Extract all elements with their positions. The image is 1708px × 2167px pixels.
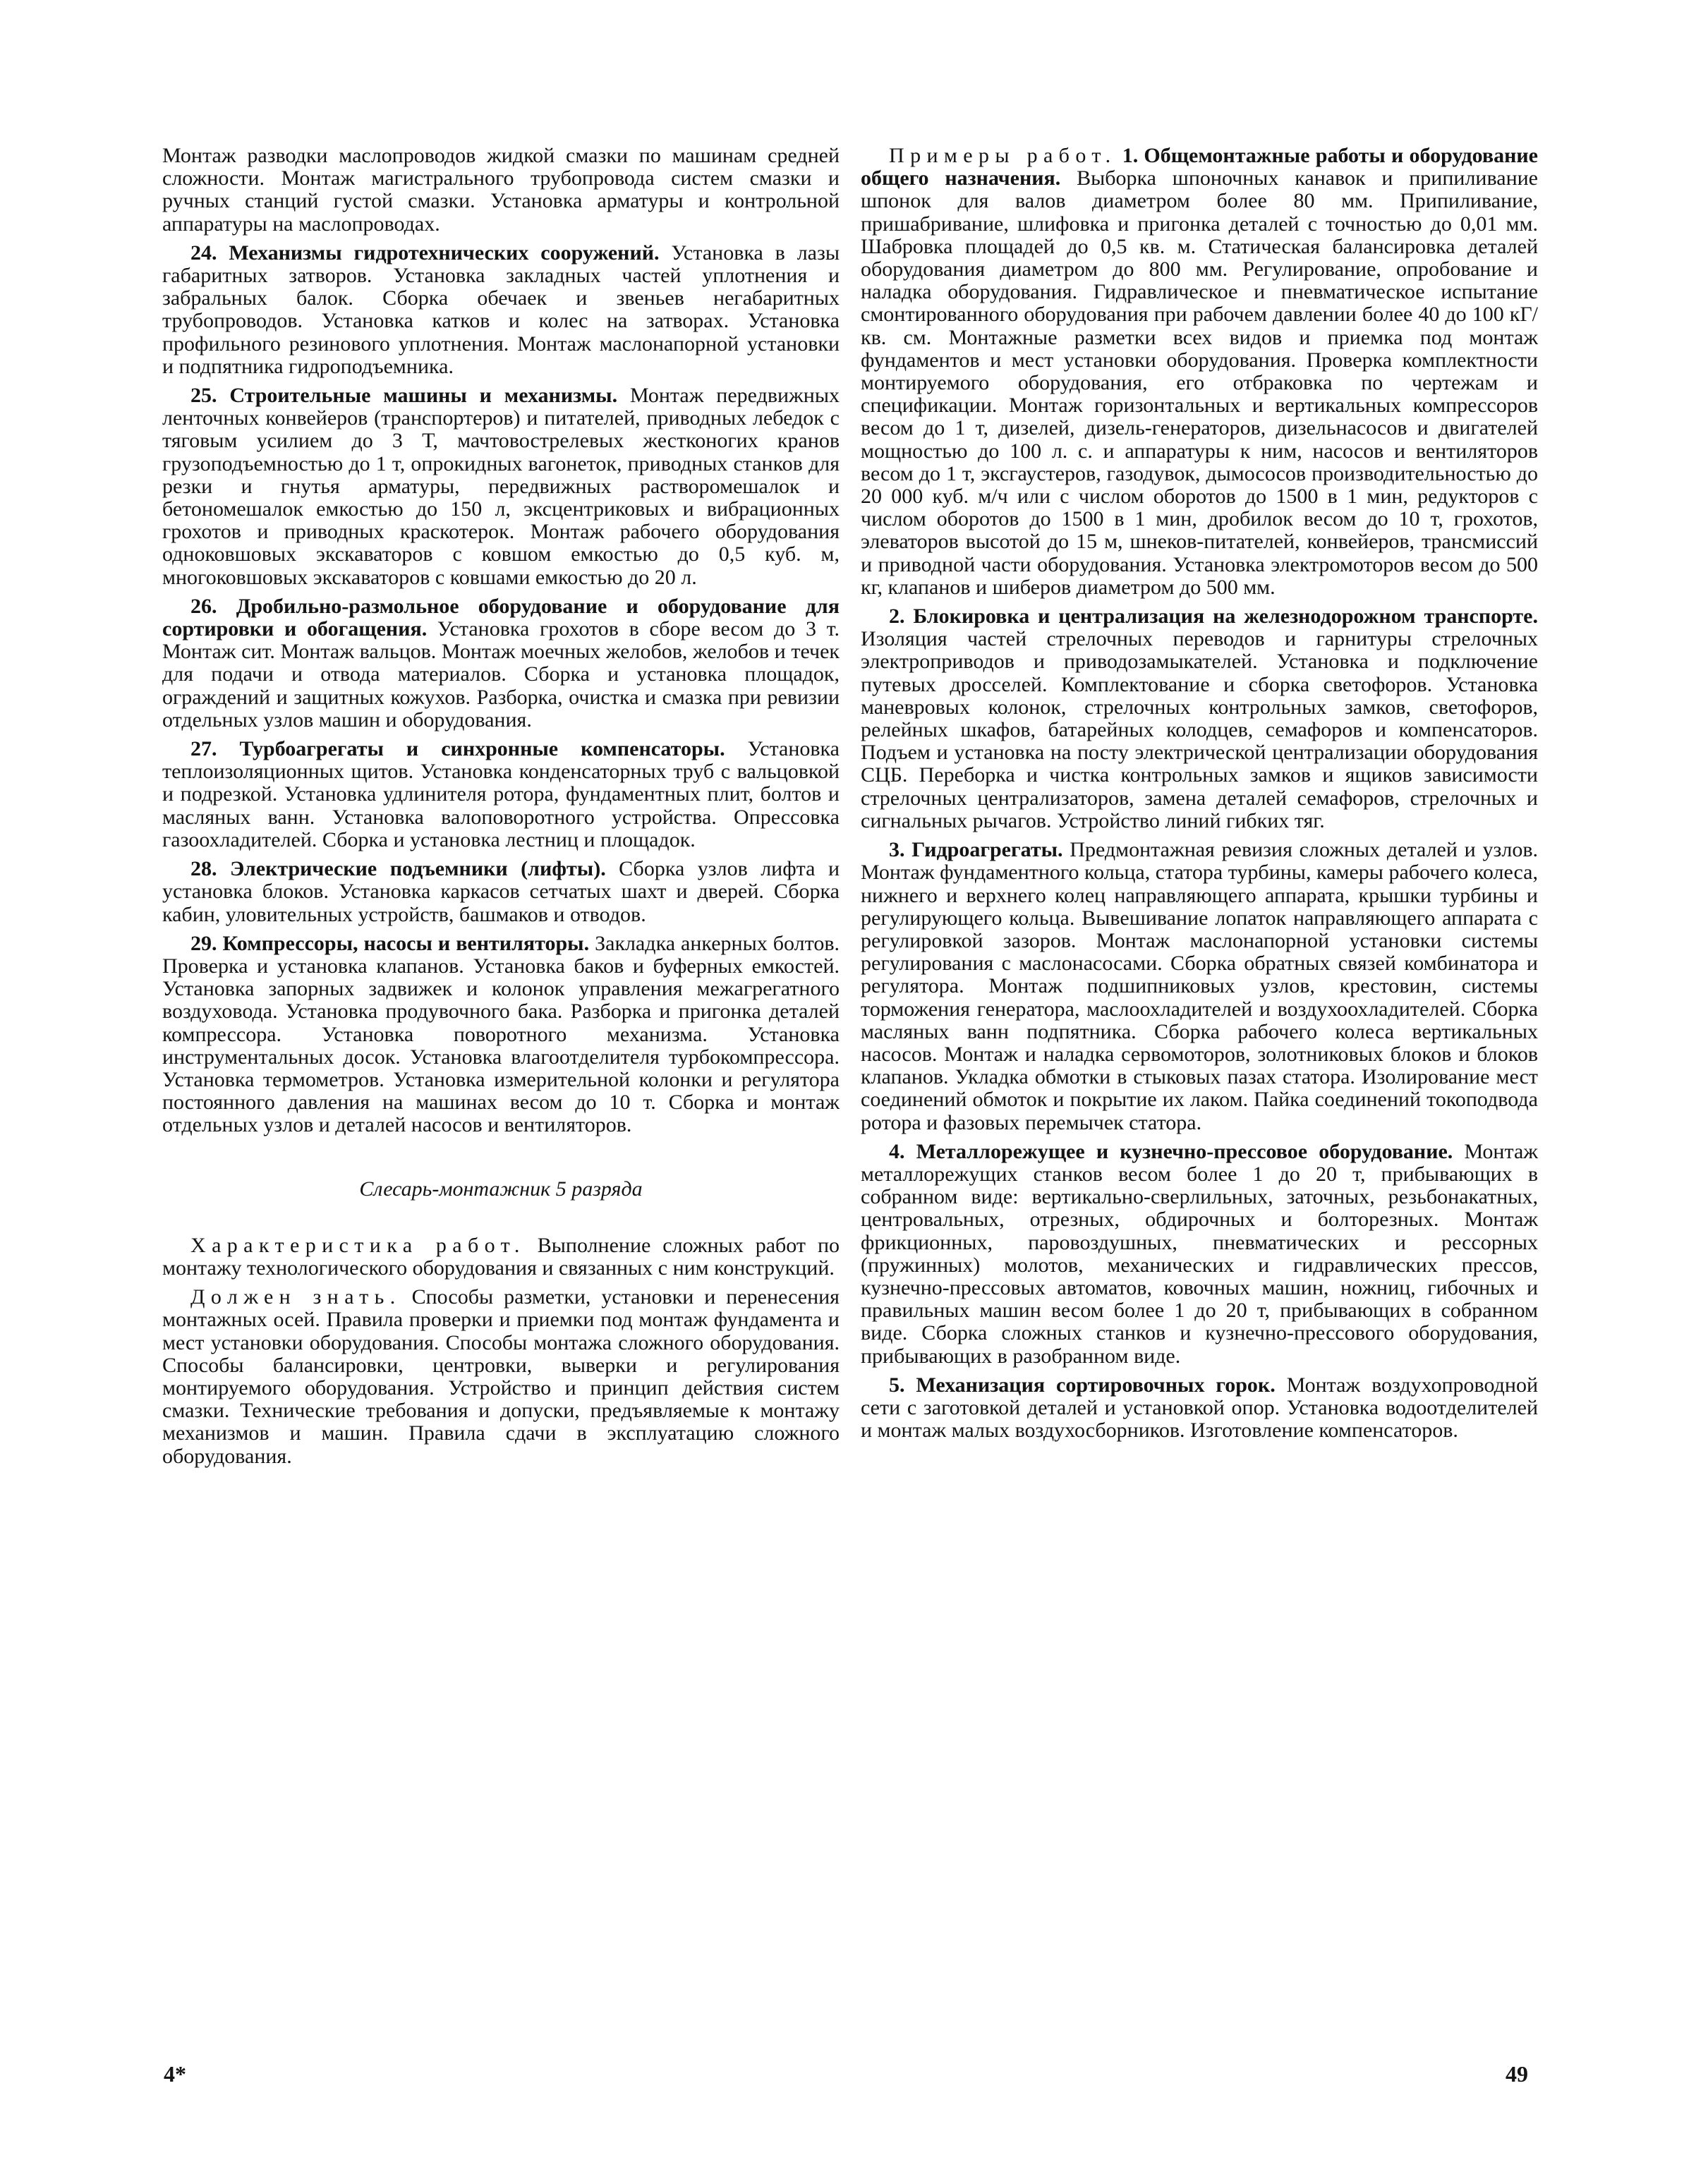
example-5-paragraph — [861, 1374, 1538, 1443]
item-26-text: Установка грохотов в сборе весом до 3 т. Монтаж сит. Монтаж вальцов. Монтаж моечных желобов, желобов и течек для подачи и отвода материалов. Сборка и установка площадок, ограждений и защитных кожухов. Разборка, очистка и смазка при ревизии отдельных узлов машин и оборудования. — [162, 617, 840, 732]
characteristic-label: Характеристика работ. — [190, 1233, 526, 1257]
left-column — [162, 145, 840, 1474]
item-28-title: 28. Электрические подъемники (лифты). — [190, 857, 606, 881]
characteristic-text: Выполнение сложных работ по монтажу технологического оборудования и связанных с ним конструкций. — [162, 1233, 840, 1280]
example-5-title: 5. Механизация сортировочных горок. — [889, 1373, 1276, 1397]
example-2-paragraph — [861, 605, 1538, 832]
must-know-label: Должен знать. — [190, 1285, 401, 1309]
item-27-title: 27. Турбоагрегаты и синхронные компенсаторы. — [190, 737, 725, 761]
section-heading: Слесарь-монтажник 5 разряда — [359, 1177, 643, 1201]
item-24-text: Установка в лазы габаритных затворов. Установка закладных частей уплотнения и забральных балок. Сборка обечаек и звеньев негабаритных трубопроводов. Установка катков и колес на затворах. Установка профильного резинового уплотнения. Монтаж маслонапорной установки и подпятника гидроподъемника. — [162, 241, 840, 378]
item-25-text: Монтаж передвижных ленточных конвейеров (транспортеров) и питателей, приводных лебедок с тяговым усилием до 3 Т, мачтовострелевых жестконогих кранов грузоподъемностью до 1 т, опрокидных вагонеток, приводных станков для резки и гнутья арматуры, передвижных растворомешалок и бетономешалок емкостью до 150 л, эксцентриковых и вибрационных грохотов и приводных краскотерок. Монтаж рабочего оборудования одноковшовых экскаваторов с ковшом емкостью до 0,5 куб. м, многоковшовых экскаваторов с ковшами емкостью до 20 л. — [162, 384, 840, 589]
characteristic-paragraph — [162, 1234, 840, 1280]
item-25-paragraph — [162, 384, 840, 589]
example-5-text: Монтаж воздухопроводной сети с заготовкой деталей и установкой опор. Установка водоотделителей и монтаж малых воздухосборников. Изготовление компенсаторов. — [861, 1373, 1538, 1443]
example-1-title: 1. Общемонтажные работы и оборудование общего назначения. — [861, 144, 1538, 190]
right-column — [861, 145, 1538, 1448]
must-know-paragraph — [162, 1286, 840, 1468]
example-1-paragraph — [861, 145, 1538, 599]
item-26-title: 26. Дробильно-размольное оборудование и оборудование для сортировки и обогащения. — [162, 594, 840, 641]
item-29-text: Закладка анкерных болтов. Проверка и установка клапанов. Установка баков и буферных емкостей. Установка запорных задвижек и колонок управления межагрегатного воздуховода. Установка продувочного бака. Разборка и пригонка деталей компрессора. Установка поворотного механизма. Установка инструментальных досок. Установка влагоотделителя турбокомпрессора. Установка термометров. Установка измерительной колонки и регулятора постоянного давления на машинах весом до 10 т. Сборка и монтаж отдельных узлов и деталей насосов и вентиляторов. — [162, 931, 840, 1137]
item-28-text: Сборка узлов лифта и установка блоков. Установка каркасов сетчатых шахт и дверей. Сборка кабин, уловительных устройств, башмаков и отводов. — [162, 857, 840, 926]
example-4-text: Монтаж металлорежущих станков весом более 1 до 20 т, прибывающих в собранном виде: вертикально-сверлильных, заточных, резьбонакатных, центровальных, отрезных, обдирочных и болторезных. Монтаж фрикционных, паровоздушных, пневматических и рессорных (пружинных) молотов, механических и гидравлических прессов, кузнечно-прессовых автоматов, ковочных машин, ножниц, гибочных и правильных машин весом более 1 до 20 т, прибывающих в собранном виде. Сборка сложных станков и кузнечно-прессового оборудования, прибывающих в разобранном виде. — [861, 1139, 1538, 1368]
item-27-text: Установка теплоизоляционных щитов. Установка конденсаторных труб с вальцовкой и подрезкой. Установка удлинителя ротора, фундаментных плит, болтов и масляных ванн. Установка валоповоротного устройства. Опрессовка газоохладителей. Сборка и установка лестниц и площадок. — [162, 737, 840, 851]
item-24-paragraph — [162, 242, 840, 378]
example-2-title: 2. Блокировка и централизация на железнодорожном транспорте. — [889, 605, 1538, 629]
item-26-paragraph — [162, 595, 840, 732]
example-4-title: 4. Металлорежущее и кузнечно-прессовое оборудование. — [889, 1139, 1453, 1163]
examples-label: Примеры работ. — [889, 144, 1117, 167]
item-29-title: 29. Компрессоры, насосы и вентиляторы. — [190, 931, 590, 955]
left-intro-paragraph: Монтаж разводки маслопроводов жидкой смазки по машинам средней сложности. Монтаж магистрального трубопровода систем смазки и ручных станций густой смазки. Установка арматуры и контрольной аппаратуры на маслопроводах. — [162, 144, 840, 236]
signature-mark: 4* — [164, 2061, 186, 2087]
item-28-paragraph — [162, 858, 840, 926]
must-know-text: Способы разметки, установки и перенесения монтажных осей. Правила проверки и приемки под монтаж фундамента и мест установки оборудования. Способы монтажа сложного оборудования. Способы балансировки, центровки, выверки и регулирования монтируемого оборудования. Устройство и принцип действия систем смазки. Технические требования и допуски, предъявляемые к монтажу механизмов и машин. Правила сдачи в эксплуатацию сложного оборудования. — [162, 1285, 840, 1468]
example-2-text: Изоляция частей стрелочных переводов и гарнитуры стрелочных электроприводов и приводозамыкателей. Установка и подключение путевых дросселей. Комплектование и сборка светофоров. Установка маневровых колонок, стрелочных контрольных замков, светофоров, релейных шкафов, батарейных колодцев, семафоров и компенсаторов. Подъем и установка на посту электрической централизации оборудования СЦБ. Переборка и чистка контрольных замков и ящиков зависимости стрелочных централизаторов, замена деталей семафоров, стрелочных и сигнальных рычагов. Устройство линий гибких тяг. — [861, 627, 1538, 832]
page-number: 49 — [1506, 2061, 1528, 2087]
item-25-title: 25. Строительные машины и механизмы. — [190, 384, 618, 408]
item-29-paragraph — [162, 933, 840, 1137]
example-4-paragraph — [861, 1141, 1538, 1368]
item-24-title: 24. Механизмы гидротехнических сооружений. — [190, 241, 660, 265]
example-3-title: 3. Гидроагрегаты. — [889, 838, 1063, 862]
example-3-paragraph — [861, 839, 1538, 1134]
example-1-text: Выборка шпоночных канавок и припиливание шпонок для валов диаметром более 80 мм. Припиливание, пришабривание, шлифовка и пригонка деталей с точностью до 0,01 мм. Шабровка площадей до 0,5 кв. м. Статическая балансировка деталей оборудования диаметром до 800 мм. Регулирование, опробование и наладка оборудования. Гидравлическое и пневматическое испытание смонтированного оборудования при рабочем давлении более 40 до 100 кГ/кв. см. Монтажные разметки всех видов и приемка под монтаж фундаментов и мест установки оборудования. Проверка комплектности монтируемого оборудования, его отбраковка по чертежам и спецификации. Монтаж горизонтальных и вертикальных компрессоров весом до 1 т, дизелей, дизель-генераторов, дизельнасосов и двигателей мощностью до 100 л. с. и аппаратуры к ним, насосов и вентиляторов весом до 1 т, эксгаустеров, газодувок, дымососов производительностью до 20 000 куб. м/ч или с числом оборотов до 1500 в 1 мин, редукторов с числом оборотов до 1500 в 1 мин, дробилок весом до 10 т, грохотов, элеваторов высотой до 15 м, шнеков-питателей, конвейеров, трансмиссий и приводной части оборудования. Установка электромоторов весом до 500 кг, клапанов и шиберов диаметром до 500 мм. — [861, 166, 1539, 599]
item-27-paragraph — [162, 738, 840, 851]
example-3-text: Предмонтажная ревизия сложных деталей и узлов. Монтаж фундаментного кольца, статора турбины, камеры рабочего колеса, нижнего и верхнего колец направляющего аппарата, крышки турбины и регулирующего кольца. Вывешивание лопаток направляющего аппарата с регулировкой зазоров. Монтаж маслонапорной установки системы регулирования с маслонасосами. Сборка обратных связей комбинатора и регулятора. Монтаж подшипниковых узлов, крестовин, системы торможения генератора, маслоохладителей и воздухоохладителей. Сборка масляных ванн подпятника. Сборка рабочего колеса вертикальных насосов. Монтаж и наладка сервомоторов, золотниковых блоков и блоков клапанов. Укладка обмотки в стыковых пазах статора. Изолирование мест соединений обмоток и покрытие их лаком. Пайка соединений токоподвода ротора и фазовых перемычек статора. — [861, 838, 1538, 1134]
